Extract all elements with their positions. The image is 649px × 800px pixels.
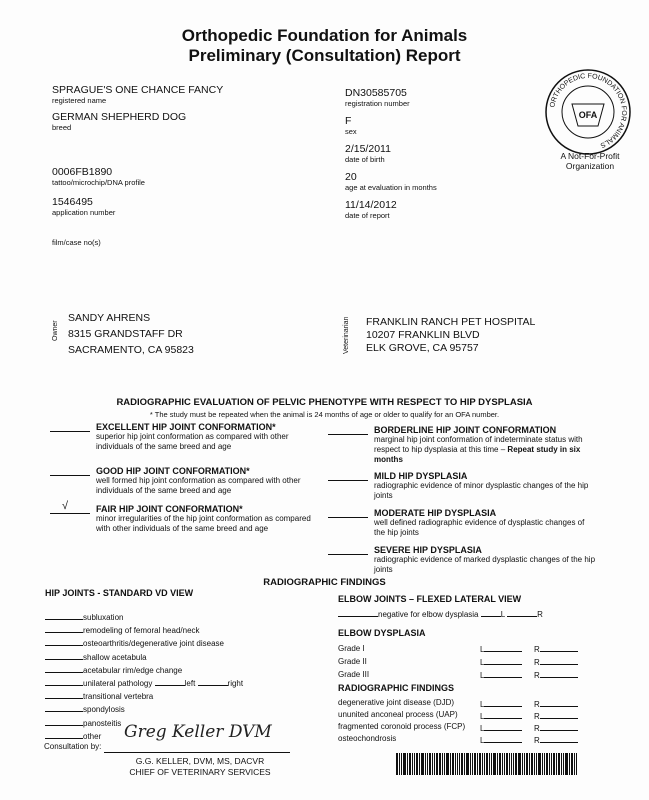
barcode-bar	[536, 753, 537, 775]
seal-ring-text: ORTHOPEDIC FOUNDATION FOR ANIMALS	[549, 72, 628, 149]
barcode-bar	[529, 753, 530, 775]
registration-label: registration number	[345, 99, 410, 108]
age-field	[345, 171, 437, 192]
barcode-bar	[482, 753, 483, 775]
option-desc: radiographic evidence of minor dysplastic changes of the hip	[374, 481, 589, 490]
report-date-value: 11/14/2012	[345, 199, 397, 211]
signature-script: Greg Keller DVM	[124, 722, 272, 742]
barcode-bar	[574, 753, 575, 775]
application-label: application number	[52, 208, 116, 217]
barcode-bar	[489, 753, 490, 775]
rf-row: osteochondrosis L R	[338, 733, 598, 745]
barcode-bar	[561, 753, 562, 775]
application-field	[52, 196, 115, 217]
barcode-bar	[396, 753, 398, 775]
elbow-negative-row: negative for elbow dysplasia L R	[338, 607, 543, 619]
signer-title: CHIEF OF VETERINARY SERVICES	[129, 767, 271, 777]
option-desc-bold: Repeat study in six	[507, 445, 581, 454]
barcode-bar	[504, 753, 505, 775]
evaluation-note: * The study must be repeated when the animal is 24 months of age or older to qualify for an OFA number.	[149, 410, 500, 419]
option-desc: superior hip joint conformation as compared with other	[96, 432, 289, 441]
barcode-bar	[542, 753, 543, 775]
barcode-bar	[491, 753, 492, 775]
barcode-bar	[524, 753, 525, 775]
barcode-bar	[466, 753, 469, 775]
barcode-bar	[412, 753, 413, 775]
checkbox-line[interactable]	[328, 508, 368, 518]
option-desc: individuals of the same breed and age	[96, 442, 232, 451]
hip-finding-item: remodeling of femoral head/neck	[45, 623, 243, 636]
vet-name: FRANKLIN RANCH PET HOSPITAL	[366, 316, 536, 328]
barcode-bar	[509, 753, 510, 775]
checkbox-line[interactable]	[50, 504, 90, 514]
seal-caption-line1: A Not-For-Profit	[560, 151, 620, 161]
vet-city: ELK GROVE, CA 95757	[366, 342, 479, 354]
barcode-bar	[429, 753, 431, 775]
hip-finding-item: spondylosis	[45, 702, 243, 715]
barcode-bar	[399, 753, 400, 775]
report-date-field	[345, 199, 397, 220]
report-date-label: date of report	[345, 211, 390, 220]
barcode-bar	[461, 753, 463, 775]
grade-row: Grade III L R	[338, 668, 598, 681]
dob-value: 2/15/2011	[345, 143, 391, 155]
elbow-grades	[338, 642, 598, 681]
barcode-bar	[436, 753, 438, 775]
ofa-seal	[544, 68, 632, 156]
barcode-bar	[576, 753, 577, 775]
sex-label: sex	[345, 127, 357, 136]
dob-label: date of birth	[345, 155, 385, 164]
seal-caption	[540, 151, 640, 171]
dob-field	[345, 143, 391, 164]
barcode-bar	[446, 753, 449, 775]
film-label: film/case no(s)	[52, 238, 101, 247]
tattoo-label: tattoo/microchip/DNA profile	[52, 178, 145, 187]
registered-name-label: registered name	[52, 96, 107, 105]
hip-joints-title: HIP JOINTS - STANDARD VD VIEW	[45, 588, 194, 598]
hip-finding-item: unilateral pathology left right	[45, 676, 243, 689]
rf-title: RADIOGRAPHIC FINDINGS	[338, 683, 455, 693]
barcode-bar	[432, 753, 433, 775]
option-desc: joints	[374, 565, 393, 574]
checkbox-line[interactable]	[50, 466, 90, 476]
option-heading: MILD HIP DYSPLASIA	[374, 471, 468, 481]
barcode-bar	[526, 753, 528, 775]
barcode-bar	[459, 753, 460, 775]
checkbox-line[interactable]	[328, 545, 368, 555]
rf-row: ununited anconeal process (UAP) L R	[338, 709, 598, 721]
barcode-bar	[457, 753, 458, 775]
barcode-bar	[502, 753, 503, 775]
elbow-title: ELBOW JOINTS – FLEXED LATERAL VIEW	[338, 594, 522, 604]
rf-row: fragmented coronoid process (FCP) L R	[338, 721, 598, 733]
option-desc: the hip joints	[374, 528, 419, 537]
age-value: 20	[345, 171, 357, 183]
seal-ofa-text: OFA	[578, 110, 598, 120]
barcode-bar	[553, 753, 555, 775]
option-desc-bold: months	[374, 455, 403, 464]
rf-list	[338, 697, 598, 745]
option-desc: well defined radiographic evidence of dysplastic changes of	[374, 518, 585, 527]
barcode-bar	[421, 753, 424, 775]
seal-caption-line2: Organization	[565, 161, 615, 171]
barcode-bar	[518, 753, 521, 775]
barcode-bar	[499, 753, 501, 775]
barcode-bar	[407, 753, 408, 775]
hip-finding-item: acetabular rim/edge change	[45, 663, 243, 676]
barcode	[396, 753, 622, 775]
evaluation-title: RADIOGRAPHIC EVALUATION OF PELVIC PHENOTYPE WITH RESPECT TO HIP DYSPLASIA	[116, 397, 533, 408]
option-heading: GOOD HIP JOINT CONFORMATION*	[96, 466, 250, 476]
vet-address: 10207 FRANKLIN BLVD	[366, 329, 480, 341]
barcode-bar	[551, 753, 552, 775]
barcode-bar	[549, 753, 550, 775]
tattoo-field	[52, 166, 145, 187]
owner-name: SANDY AHRENS	[68, 312, 151, 324]
option-heading: EXCELLENT HIP JOINT CONFORMATION*	[96, 422, 276, 432]
grade-row: Grade I L R	[338, 642, 598, 655]
registration-field	[345, 87, 410, 108]
checkbox-line[interactable]	[50, 422, 90, 432]
breed-label: breed	[52, 123, 72, 132]
barcode-bar	[439, 753, 441, 775]
registration-value: DN30585705	[345, 87, 407, 99]
barcode-bar	[571, 753, 573, 775]
breed-field	[52, 111, 186, 132]
barcode-bar	[513, 753, 514, 775]
barcode-bar	[419, 753, 420, 775]
report-title: Orthopedic Foundation for Animals	[181, 26, 468, 45]
vet-block	[366, 316, 535, 355]
barcode-bar	[450, 753, 451, 775]
barcode-bar	[565, 753, 568, 775]
tattoo-value: 0006FB1890	[52, 166, 113, 178]
grade-row: Grade II L R	[338, 655, 598, 668]
barcode-bar	[403, 753, 406, 775]
checkbox-line[interactable]	[328, 425, 368, 435]
barcode-bar	[409, 753, 411, 775]
report-subtitle: Preliminary (Consultation) Report	[188, 46, 461, 65]
barcode-bar	[538, 753, 541, 775]
option-heading: BORDERLINE HIP JOINT CONFORMATION	[374, 425, 557, 435]
hip-finding-item: panosteitis	[45, 716, 243, 729]
option-desc: well formed hip joint conformation as compared with other	[96, 476, 301, 485]
barcode-bar	[427, 753, 428, 775]
owner-address: 8315 GRANDSTAFF DR	[68, 328, 183, 340]
option-desc: with other individuals of the same breed and age	[96, 524, 269, 533]
option-heading: MODERATE HIP DYSPLASIA	[374, 508, 497, 518]
option-desc: individuals of the same breed and age	[96, 486, 232, 495]
barcode-bar	[544, 753, 545, 775]
sex-field	[345, 115, 357, 136]
barcode-bar	[444, 753, 445, 775]
option-desc: minor irregularities of the hip joint conformation as compared	[96, 514, 311, 523]
barcode-bar	[522, 753, 523, 775]
barcode-bar	[477, 753, 478, 775]
registered-name-field	[52, 84, 223, 105]
barcode-bar	[414, 753, 415, 775]
registered-name-value: SPRAGUE'S ONE CHANCE FANCY	[52, 84, 224, 96]
barcode-bar	[474, 753, 476, 775]
barcode-bar	[464, 753, 465, 775]
signature-line	[104, 752, 290, 753]
signer-block	[100, 756, 300, 778]
barcode-bar	[425, 753, 426, 775]
barcode-bar	[455, 753, 456, 775]
barcode-bar	[534, 753, 535, 775]
option-heading: SEVERE HIP DYSPLASIA	[374, 545, 482, 555]
barcode-bar	[558, 753, 560, 775]
signer-name: G.G. KELLER, DVM, MS, DACVR	[135, 756, 265, 766]
application-value: 1546495	[52, 196, 93, 208]
option-desc: radiographic evidence of marked dysplastic changes of the hip	[374, 555, 596, 564]
option-heading: FAIR HIP JOINT CONFORMATION*	[96, 504, 243, 514]
check-mark: √	[62, 500, 69, 512]
barcode-bar	[484, 753, 485, 775]
barcode-bar	[479, 753, 481, 775]
option-desc: marginal hip joint conformation of indeterminate status with	[374, 435, 583, 444]
age-label: age at evaluation in months	[345, 183, 437, 192]
consultation-label: Consultation by:	[44, 742, 102, 751]
owner-city: SACRAMENTO, CA 95823	[68, 344, 194, 356]
elbow-dysplasia-title: ELBOW DYSPLASIA	[338, 628, 426, 638]
vet-side-label: Veterinarian	[343, 316, 350, 354]
hip-finding-item: shallow acetabula	[45, 650, 243, 663]
sex-value: F	[345, 115, 352, 127]
checkbox-line[interactable]	[328, 471, 368, 481]
barcode-bar	[493, 753, 496, 775]
barcode-bar	[470, 753, 471, 775]
barcode-bar	[472, 753, 473, 775]
barcode-bar	[569, 753, 570, 775]
rf-row: degenerative joint disease (DJD) L R	[338, 697, 598, 709]
hip-finding-item: osteoarthritis/degenerative joint disease	[45, 636, 243, 649]
barcode-bar	[556, 753, 557, 775]
barcode-bar	[515, 753, 517, 775]
breed-value: GERMAN SHEPHERD DOG	[52, 111, 187, 123]
hip-finding-item: subluxation	[45, 610, 243, 623]
hip-finding-item: other	[45, 729, 243, 742]
barcode-bar	[506, 753, 508, 775]
barcode-bar	[511, 753, 512, 775]
barcode-bar	[434, 753, 435, 775]
barcode-bar	[401, 753, 402, 775]
barcode-bar	[531, 753, 533, 775]
findings-title: RADIOGRAPHIC FINDINGS	[263, 577, 386, 588]
option-desc: joints	[374, 491, 393, 500]
barcode-bar	[416, 753, 418, 775]
barcode-bar	[442, 753, 443, 775]
hip-finding-item: transitional vertebra	[45, 689, 243, 702]
barcode-bar	[497, 753, 498, 775]
owner-side-label: Owner	[52, 320, 59, 341]
barcode-bar	[546, 753, 548, 775]
barcode-bar	[452, 753, 454, 775]
option-desc: respect to hip dysplasia at this time –	[374, 445, 506, 454]
barcode-bar	[486, 753, 488, 775]
barcode-bar	[563, 753, 564, 775]
owner-block	[68, 310, 194, 358]
